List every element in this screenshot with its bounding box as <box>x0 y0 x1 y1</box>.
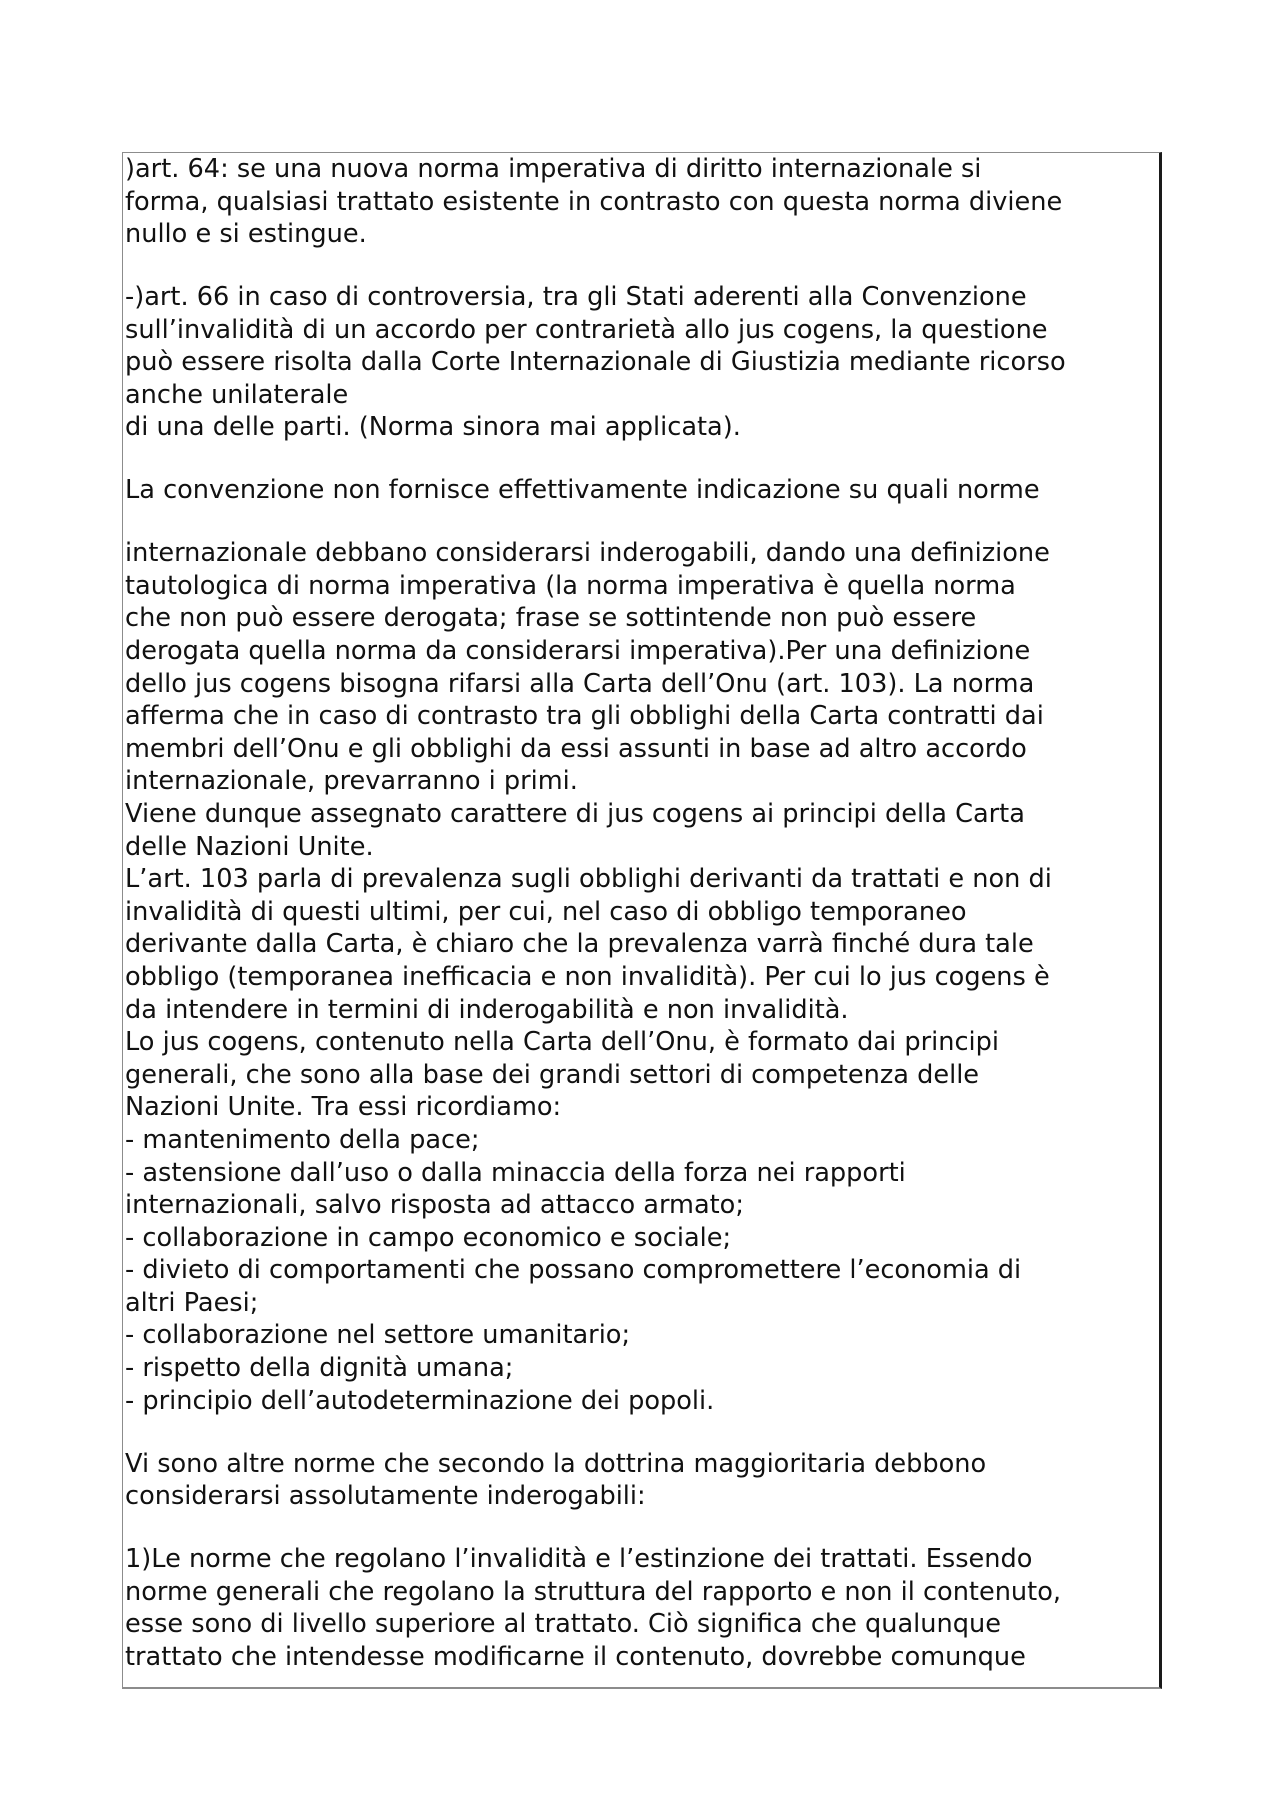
text-line: di una delle parti. (Norma sinora mai applicata). <box>125 412 741 443</box>
text-line: - mantenimento della pace; <box>125 1124 480 1155</box>
text-line: tautologica di norma imperativa (la norma imperativa è quella norma <box>125 570 1016 601</box>
text-line: altri Paesi; <box>125 1287 259 1318</box>
text-line: afferma che in caso di contrasto tra gli obblighi della Carta contratti dai <box>125 701 1044 732</box>
document-text <box>123 153 1159 1673</box>
text-line: anche unilaterale <box>125 379 349 410</box>
text-line: Viene dunque assegnato carattere di jus cogens ai principi della Carta <box>125 798 1025 829</box>
text-line: Nazioni Unite. Tra essi ricordiamo: <box>125 1092 562 1123</box>
text-line: generali, che sono alla base dei grandi settori di competenza delle <box>125 1059 980 1090</box>
text-line: - divieto di comportamenti che possano compromettere l’economia di <box>125 1255 1022 1286</box>
text-line: internazionale, prevarranno i primi. <box>125 766 578 797</box>
text-line: norme generali che regolano la struttura del rapporto e non il contenuto, <box>125 1576 1061 1607</box>
paragraph-gap <box>125 1417 1159 1447</box>
text-line: forma, qualsiasi trattato esistente in contrasto con questa norma diviene <box>125 186 1063 217</box>
text-line: che non può essere derogata; frase se sottintende non può essere <box>125 603 977 634</box>
paragraph-gap <box>125 444 1159 474</box>
text-line: - astensione dall’uso o dalla minaccia della forza nei rapporti <box>125 1157 906 1188</box>
text-line: derivante dalla Carta, è chiaro che la prevalenza varrà finché dura tale <box>125 929 1034 960</box>
text-line: - rispetto della dignità umana; <box>125 1353 514 1384</box>
text-line: può essere risolta dalla Corte Internazionale di Giustizia mediante ricorso <box>125 347 1066 378</box>
text-line: 1)Le norme che regolano l’invalidità e l’estinzione dei trattati. Essendo <box>125 1544 1033 1575</box>
text-line: Vi sono altre norme che secondo la dottrina maggioritaria debbono <box>125 1448 987 1479</box>
text-line: dello jus cogens bisogna rifarsi alla Carta dell’Onu (art. 103). La norma <box>125 668 1035 699</box>
text-line: Lo jus cogens, contenuto nella Carta dell’Onu, è formato dai principi <box>125 1027 999 1058</box>
text-line: internazionale debbano considerarsi inderogabili, dando una definizione <box>125 538 1050 569</box>
text-line: - collaborazione nel settore umanitario; <box>125 1320 631 1351</box>
text-line: La convenzione non fornisce effettivamente indicazione su quali norme <box>125 475 1040 506</box>
text-line: membri dell’Onu e gli obblighi da essi assunti in base ad altro accordo <box>125 733 1027 764</box>
text-line: invalidità di questi ultimi, per cui, nel caso di obbligo temporaneo <box>125 896 967 927</box>
text-frame <box>122 152 1162 1689</box>
text-line: derogata quella norma da considerarsi imperativa).Per una definizione <box>125 636 1031 667</box>
text-line: sull’invalidità di un accordo per contrarietà allo jus cogens, la questione <box>125 314 1048 345</box>
text-line: - collaborazione in campo economico e sociale; <box>125 1222 732 1253</box>
text-line: delle Nazioni Unite. <box>125 831 374 862</box>
text-line: da intendere in termini di inderogabilità e non invalidità. <box>125 994 849 1025</box>
text-line: nullo e si estingue. <box>125 219 367 250</box>
paragraph-gap <box>125 507 1159 537</box>
paragraph-gap <box>125 1513 1159 1543</box>
text-line: )art. 64: se una nuova norma imperativa di diritto internazionale si <box>125 154 982 184</box>
paragraph-gap <box>125 251 1159 281</box>
text-line: L’art. 103 parla di prevalenza sugli obblighi derivanti da trattati e non di <box>125 864 1052 895</box>
text-line: internazionali, salvo risposta ad attacco armato; <box>125 1190 744 1221</box>
text-line: obbligo (temporanea inefficacia e non invalidità). Per cui lo jus cogens è <box>125 961 1050 992</box>
text-line: - principio dell’autodeterminazione dei popoli. <box>125 1385 715 1416</box>
text-line: esse sono di livello superiore al trattato. Ciò significa che qualunque <box>125 1609 1001 1640</box>
text-line: considerarsi assolutamente inderogabili: <box>125 1481 646 1512</box>
text-line: -)art. 66 in caso di controversia, tra gli Stati aderenti alla Convenzione <box>125 282 1027 313</box>
text-line: trattato che intendesse modificarne il contenuto, dovrebbe comunque <box>125 1641 1026 1672</box>
